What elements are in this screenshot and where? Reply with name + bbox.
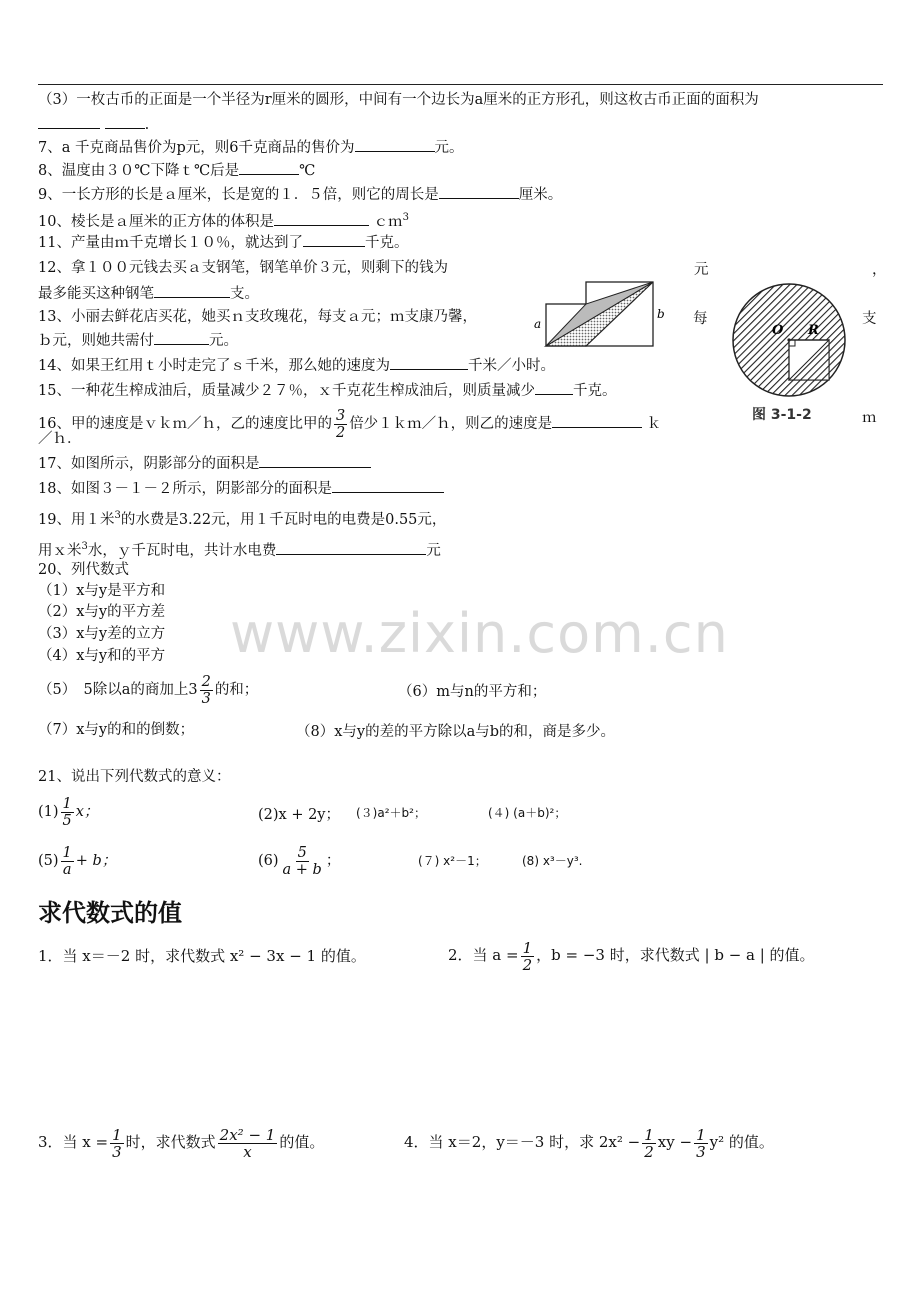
question-14: 14、如果王红用ｔ小时走完了ｓ千米，那么她的速度为 千米／小时。: [38, 355, 555, 376]
question-21-7: (７) x²－1；: [418, 854, 487, 868]
question-21-5: (5) $\frac{1}{a}$ + b；: [38, 844, 117, 878]
question-12-comma: ，: [872, 262, 887, 278]
question-20-title: 20、列代数式: [38, 562, 129, 578]
question-20-5: （5） 5除以a的商加上3 $\frac{2}{3}$ 的和；: [38, 673, 259, 707]
problem-1: 1．当 x＝－2 时，求代数式 x² − 3x − 1 的值。: [38, 947, 366, 965]
question-21-4: (４) (a＋b)²；: [488, 806, 567, 820]
question-21-2: (2)x + 2y；: [258, 807, 341, 823]
problem-2: 2．当 a = $\frac{1}{2}$ ，b = −3 时，求代数式 | b − a | 的值。: [448, 938, 815, 974]
question-10: 10、棱长是ａ厘米的正方体的体积是 ｃｍ$^3$: [38, 212, 409, 230]
question-11: 11、产量由ｍ千克增长１０％，就达到了 千克。: [38, 232, 408, 253]
question-21-3: (３)a²＋b²；: [356, 806, 426, 820]
question-12-right: 元: [694, 262, 709, 278]
question-9: 9、一长方形的长是ａ厘米，长是宽的１．５倍，则它的周长是 厘米。: [38, 184, 562, 205]
question-12: 12、拿１００元钱去买ａ支钢笔，钢笔单价３元，则剩下的钱为: [38, 260, 448, 276]
question-18: 18、如图３－１－２所示，阴影部分的面积是: [38, 478, 444, 499]
question-20-3: （3）x与y差的立方: [38, 626, 166, 642]
rectangle-figure: [530, 278, 670, 350]
question-20-4: （4）x与y和的平方: [38, 648, 166, 664]
section-title: 求代数式的值: [38, 899, 182, 927]
question-3-blank: .: [38, 114, 149, 135]
top-rule: [38, 84, 883, 85]
fig2-label-o: O: [772, 323, 784, 338]
watermark: www.zixin.com.cn: [230, 602, 729, 665]
question-19: 19、用１米$^3$的水费是3.22元，用１千瓦时电的电费是0.55元，: [38, 510, 447, 528]
question-20-1: （1）x与y是平方和: [38, 583, 166, 599]
question-13-right: 每: [693, 311, 708, 327]
problem-4: 4．当 x＝2，y＝－3 时，求 2x² − $\frac{1}{2}$ xy − $\frac{1}{3}$ y² 的值。: [404, 1125, 774, 1161]
question-20-8: （8）x与y的差的平方除以a与b的和，商是多少。: [296, 724, 616, 740]
question-15: 15、一种花生榨成油后，质量减少２７％，ｘ千克花生榨成油后，则质量减少 千克。: [38, 380, 616, 401]
question-17: 17、如图所示，阴影部分的面积是: [38, 453, 371, 474]
question-3: （3）一枚古币的正面是一个半径为r厘米的圆形，中间有一个边长为a厘米的正方形孔，则这枚古币正面的面积为: [38, 92, 759, 108]
fig2-caption: 图 3-1-2: [752, 407, 812, 423]
fig1-label-b: b: [657, 307, 665, 321]
fig1-label-a: a: [534, 317, 542, 331]
question-16-cont: ／ｈ．: [38, 431, 82, 447]
question-16: 16、甲的速度是ｖｋｍ／ｈ，乙的速度比甲的 $\frac{3}{2}$ 倍少１ｋｍ／ｈ，则乙的速度是 ｋ: [38, 407, 662, 441]
fig2-label-r: R: [808, 323, 819, 338]
question-13: 13、小丽去鲜花店买花，她买ｎ支玫瑰花，每支ａ元；ｍ支康乃馨，: [38, 309, 477, 325]
question-13-right2: 支: [862, 311, 877, 327]
question-8: 8、温度由３０℃下降ｔ℃后是 ℃: [38, 160, 315, 181]
problem-3: 3．当 x = $\frac{1}{3}$ 时，求代数式 $\frac{\text{2x² − 1}}{x}$ 的值。: [38, 1125, 325, 1161]
question-13-cont: ｂ元，则她共需付 元。: [38, 330, 238, 351]
question-19-cont: 用ｘ米$^3$水，ｙ千瓦时电，共计水电费 元: [38, 541, 441, 559]
question-20-2: （2）x与y的平方差: [38, 604, 166, 620]
question-21-6: (6) $\frac{5}{a + b}$ ；: [258, 844, 341, 878]
question-16-right: ｍ: [862, 410, 877, 426]
question-21-1: (1) $\frac{1}{5}$ x；: [38, 795, 99, 829]
question-7: 7、a 千克商品售价为p元，则6千克商品的售价为 元。: [38, 137, 464, 158]
question-21-8: (8) x³－y³.: [522, 854, 583, 868]
circle-figure: [728, 282, 850, 402]
question-20-6: （6）m与n的平方和；: [398, 684, 547, 700]
question-12-cont: 最多能买这种钢笔 支。: [38, 283, 259, 304]
question-20-7: （7）x与y的和的倒数；: [38, 722, 195, 738]
question-21-title: 21、说出下列代数式的意义：: [38, 769, 231, 785]
